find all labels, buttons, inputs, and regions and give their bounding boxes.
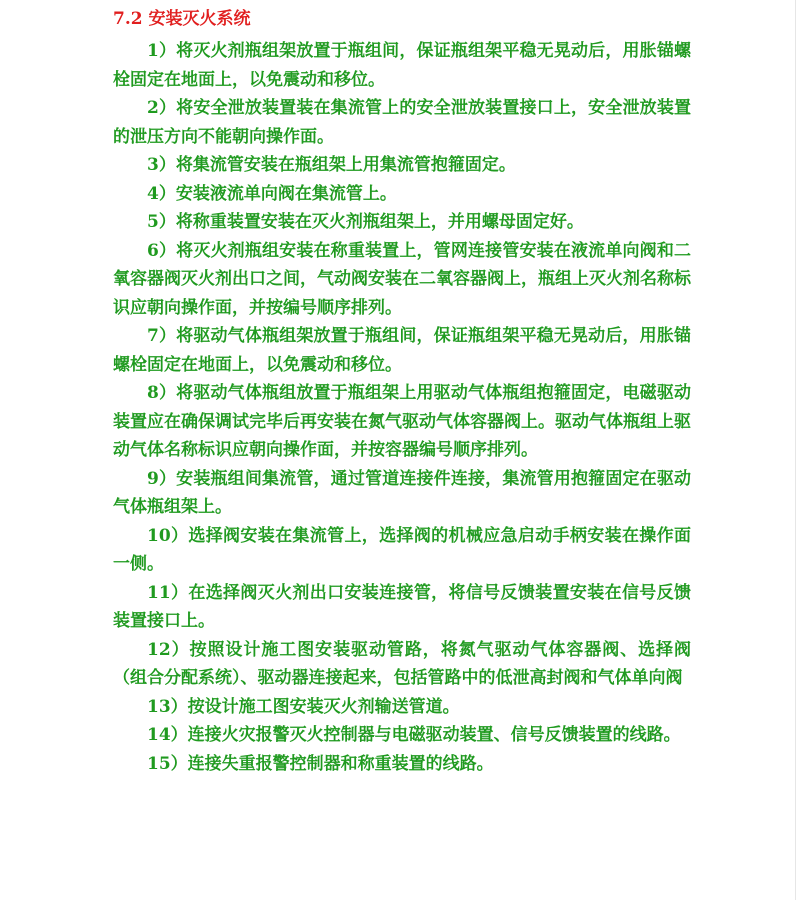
step-item: 8）将驱动气体瓶组放置于瓶组架上用驱动气体瓶组抱箍固定，电磁驱动装置应在确保调试完毕后再安装在氮气驱动气体容器阀上。驱动气体瓶组上驱动气体名称标识应朝向操作面，并按容器编号顺序排列。	[113, 383, 691, 460]
section-heading: 7.2 安装灭火系统	[113, 9, 251, 29]
step-item: 11）在选择阀灭火剂出口安装连接管，将信号反馈装置安装在信号反馈装置接口上。	[113, 582, 691, 631]
step-item: 6）将灭火剂瓶组安装在称重装置上，管网连接管安装在液流单向阀和二氧容器阀灭火剂出口之间，气动阀安装在二氧容器阀上，瓶组上灭火剂名称标识应朝向操作面，并按编号顺序排列。	[113, 240, 691, 318]
step-item: 13）按设计施工图安装灭火剂输送管道。	[147, 696, 460, 717]
step-item: 15）连接失重报警控制器和称重装置的线路。	[147, 753, 494, 774]
step-item: 2）将安全泄放装置装在集流管上的安全泄放装置接口上，安全泄放装置的泄压方向不能朝向操作面。	[113, 98, 691, 147]
step-item: 1）将灭火剂瓶组架放置于瓶组间，保证瓶组架平稳无晃动后，用胀锚螺栓固定在地面上，以免震动和移位。	[113, 41, 691, 90]
installation-steps-list	[113, 37, 691, 778]
step-item: 3）将集流管安装在瓶组架上用集流管抱箍固定。	[147, 155, 516, 175]
step-item: 12）按照设计施工图安装驱动管路，将氮气驱动气体容器阀、选择阀（组合分配系统）、驱动器连接起来，包括管路中的低泄高封阀和气体单向阀	[113, 639, 691, 688]
step-item: 9）安装瓶组间集流管，通过管道连接件连接，集流管用抱箍固定在驱动气体瓶组架上。	[113, 468, 691, 517]
page-edge-divider	[795, 0, 796, 900]
step-item: 7）将驱动气体瓶组架放置于瓶组间，保证瓶组架平稳无晃动后，用胀锚螺栓固定在地面上，以免震动和移位。	[113, 326, 691, 375]
step-item: 10）选择阀安装在集流管上，选择阀的机械应急启动手柄安装在操作面一侧。	[113, 525, 691, 574]
step-item: 14）连接火灾报警灭火控制器与电磁驱动装置、信号反馈装置的线路。	[147, 725, 681, 745]
step-item: 5）将称重装置安装在灭火剂瓶组架上，并用螺母固定好。	[147, 212, 584, 232]
step-item: 4）安装液流单向阀在集流管上。	[147, 183, 397, 204]
